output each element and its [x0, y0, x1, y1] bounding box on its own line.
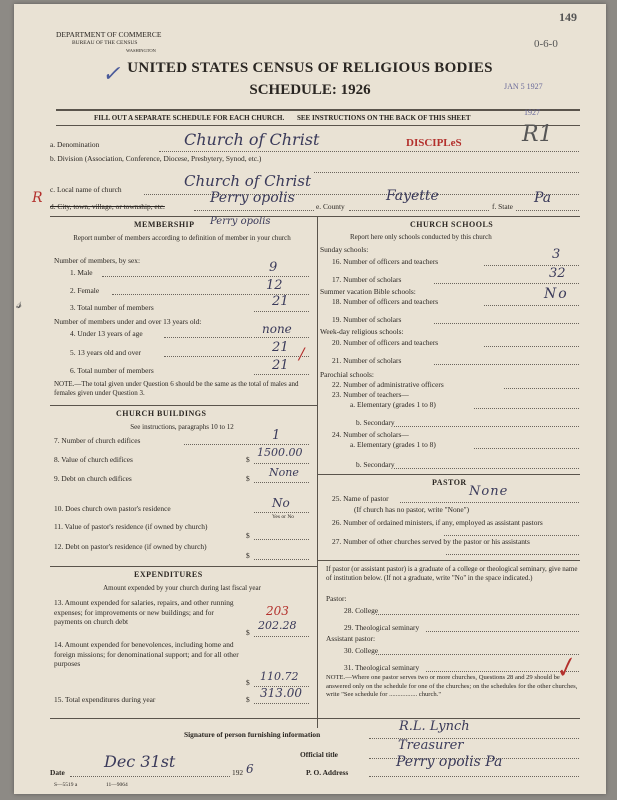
row16-value: 3	[552, 247, 561, 262]
pastor-row-30: 30. College	[344, 646, 379, 655]
row14-value: 110.72	[260, 670, 299, 683]
schools-row-23: 23. Number of teachers—	[332, 390, 409, 399]
membership-note: NOTE.—The total given under Question 6 should be the same as the total of males and females given under Question 3.	[54, 380, 299, 397]
county-value: Fayette	[386, 188, 439, 204]
buildings-row-8: 8. Value of church edifices	[54, 455, 133, 464]
buildings-title: CHURCH BUILDINGS	[116, 409, 207, 418]
expenditures-title: EXPENDITURES	[134, 570, 203, 579]
owns-residence-value: No	[272, 496, 290, 510]
membership-row-total: 3. Total number of members	[70, 303, 154, 312]
county-label: e. County	[316, 202, 345, 211]
buildings-row-9: 9. Debt on church edifices	[54, 474, 132, 483]
form-title: UNITED STATES CENSUS OF RELIGIOUS BODIES	[127, 60, 493, 76]
membership-by-sex: Number of members, by sex:	[54, 256, 140, 265]
form-code-1: S—5519 a	[54, 782, 78, 788]
schools-weekday: Week-day religious schools:	[320, 327, 404, 336]
schools-row-23a: a. Elementary (grades 1 to 8)	[350, 400, 436, 409]
census-form-sheet: 149 0-6-0 DEPARTMENT OF COMMERCE BUREAU OF THE CENSUS WASHINGTON UNITED STATES CENSUS OF RELIGIOUS BODIES SCHEDULE: 1926 JAN 5 1927 ✓ FILL OUT A SEPARATE SCHEDULE FOR EACH CHURCH. SEE INSTRUCTIONS ON THE BACK OF THIS SHEET 1927 a. Denomination Church of Christ DISCIPLeS R1 b. Division (Association, Conference, Diocese, Presbytery, Synod, etc.) c. Local name of church Church of Christ R d. City, town, village, or township, etc. Perry opolis e. County Fayette f. State Pa MEMBERSHIP Perry opolis Report number of members according to definition of member in your church Number of members, by sex: 𝓈 1. Male 9 2. Female 12 3. Total number of members 21 Number of members under and over 13 years old: 4. Under 13 years of age none 5. 13 years old and over 21 6. Total number of members 21 / NOTE.—The total given under Question 6 should be the same as the total of males and females given under Question 3. CHURCH BUILDINGS See instructions, paragraphs 10 to 12 7. Number of church edifices 1 8. Value of church edifices $ 1500.00 9. Debt on church edifices $ None 10. Does church own pastor's residence No Yes or No 11. Value of pastor's residence (if owned by church) $ 12. Debt on pastor's residence (if owned by church) $ EXPENDITURES Amount expended by your church during last fiscal year 13. Amount expended for salaries, repairs, and other running expenses; for improvements or new buildings; and for payments on church debt 203 $ 202.28 14. Amount expended for benevolences, including home and foreign missions; for denominational support; and for all other purposes $ 110.72 15. Total expenditures during year $ 313.00 CHURCH SCHOOLS Report here only schools conducted by this church Sunday schools: 16. Number of officers and teachers 3 17. Number of scholars 32 Summer vacation Bible schools: 18. Number of officers and teachers No 19. Number of scholars Week-day religious schools: 20. Number of officers and teachers 21. Number of scholars Parochial schools: 22. Number of administrative officers 23. Number of teachers— a. Elementary (grades 1 to 8) b. Secondary 24. Number of scholars— a. Elementary (grades 1 to 8) b. Secondary PASTOR 25. Name of pastor None (If church has no pastor, write "None") 26. Number of ordained ministers, if any, employed as assistant pastors 27. Number of other churches served by the pastor or his assistants If pastor (or assistant pastor) is a graduate of a college or theological seminary, give name of institution below. (If not a graduate, write "No" in the space indicated.) Pastor: 28. College 29. Theological seminary Assistant pastor: 30. College 31. Theological seminary NOTE.—Where one pastor serves two or more churches, Questions 28 and 29 should be answered only on the schedule for one of the churches; on the schedules for the other churches, write "See schedule for ................. church." ✓ Signature of person furnishing information R.L. Lynch Official title Treasurer Date Dec 31st 192 6 P. O. Address Perry opolis Pa S—5519 a 11—9064	[14, 4, 606, 794]
13over-value: 21	[272, 340, 289, 355]
state-value: Pa	[534, 190, 552, 206]
denomination-stamp: DISCIPLeS	[406, 137, 462, 149]
buildings-row-10: 10. Does church own pastor's residence	[54, 504, 171, 513]
state-label: f. State	[492, 202, 513, 211]
pastor-row-25-note: (If church has no pastor, write "None")	[354, 505, 470, 514]
pastor-row-31: 31. Theological seminary	[344, 663, 420, 672]
row15-value: 313.00	[260, 686, 302, 700]
buildings-row-7: 7. Number of church edifices	[54, 436, 141, 445]
buildings-row-11: 11. Value of pastor's residence (if owned by church)	[54, 522, 208, 531]
edifices-value: 1	[272, 428, 281, 443]
form-code: 0-6-0	[534, 38, 558, 50]
tick-mark: /	[299, 344, 305, 363]
bureau-label: BUREAU OF THE CENSUS	[72, 40, 138, 46]
schools-row-21: 21. Number of scholars	[332, 356, 402, 365]
schools-subtitle: Report here only schools conducted by this church	[350, 233, 492, 241]
membership-row-under13: 4. Under 13 years of age	[70, 329, 143, 338]
debt-value: None	[269, 466, 299, 479]
pastor-label: Pastor:	[326, 594, 347, 603]
edifice-value: 1500.00	[257, 446, 303, 459]
division-label: b. Division (Association, Conference, Diocese, Presbytery, Synod, etc.)	[50, 154, 262, 163]
received-date-stamp: JAN 5 1927	[504, 82, 543, 91]
pastor-name-value: None	[469, 484, 509, 499]
pastor-row-25: 25. Name of pastor	[332, 494, 389, 503]
membership-row-total2: 6. Total number of members	[70, 366, 154, 375]
city-value: Perry opolis	[210, 190, 295, 206]
expenditures-subtitle: Amount expended by your church during last fiscal year	[103, 584, 261, 592]
city-label: d. City, town, village, or township, etc.	[50, 202, 165, 211]
schools-row-19: 19. Number of scholars	[332, 315, 402, 324]
assistant-pastor-label: Assistant pastor:	[326, 634, 376, 643]
male-value: 9	[269, 260, 278, 275]
yes-no-hint: Yes or No	[272, 514, 295, 520]
expenditures-row-15: 15. Total expenditures during year	[54, 695, 156, 704]
membership-row-female: 2. Female	[70, 286, 100, 295]
schedule-title: SCHEDULE: 1926	[249, 82, 371, 98]
pastor-graduate-note: If pastor (or assistant pastor) is a graduate of a college or theological seminary, give name of institution below. (If not a graduate, write "No" in the space indicated.)	[326, 565, 578, 582]
expenditures-row-13: 13. Amount expended for salaries, repairs, and other running expenses; for improvements or new buildings; and for payments on church debt	[54, 598, 234, 626]
under13-value: none	[262, 322, 292, 336]
margin-mark: 𝓈	[16, 294, 22, 312]
schools-title: CHURCH SCHOOLS	[410, 220, 494, 229]
schools-row-22: 22. Number of administrative officers	[332, 380, 444, 389]
local-name-value: Church of Christ	[184, 172, 311, 190]
signature-label: Signature of person furnishing information	[184, 730, 321, 739]
membership-row-13over: 5. 13 years old and over	[70, 348, 142, 357]
schools-sunday: Sunday schools:	[320, 245, 369, 254]
schools-row-23b: b. Secondary	[356, 418, 395, 427]
denomination-value: Church of Christ	[184, 130, 320, 149]
schools-row-24a: a. Elementary (grades 1 to 8)	[350, 440, 436, 449]
membership-intro: Report number of members according to definition of member in your church	[73, 234, 291, 242]
schools-summer: Summer vacation Bible schools:	[320, 287, 416, 296]
schools-row-18: 18. Number of officers and teachers	[332, 297, 439, 306]
schools-row-24: 24. Number of scholars—	[332, 430, 409, 439]
address-value: Perry opolis Pa	[396, 754, 503, 770]
row17-value: 32	[549, 266, 566, 281]
membership-title: MEMBERSHIP	[134, 220, 195, 229]
denomination-label: a. Denomination	[50, 140, 100, 149]
row18-value: No	[544, 286, 569, 302]
schools-row-16: 16. Number of officers and teachers	[332, 257, 439, 266]
pastor-row-27: 27. Number of other churches served by the pastor or his assistants	[332, 537, 530, 546]
official-title-value: Treasurer	[398, 738, 464, 753]
buildings-subtitle: See instructions, paragraphs 10 to 12	[130, 423, 234, 431]
schools-parochial: Parochial schools:	[320, 370, 374, 379]
schools-row-17: 17. Number of scholars	[332, 275, 402, 284]
pastor-note: NOTE.—Where one pastor serves two or more churches, Questions 28 and 29 should be answered only on the schedule for one of the churches; on the schedules for the other churches, write "See schedule for ................. church."	[326, 674, 578, 698]
pastor-row-28: 28. College	[344, 606, 379, 615]
membership-age-intro: Number of members under and over 13 years old:	[54, 317, 202, 326]
instruction-left: FILL OUT A SEPARATE SCHEDULE FOR EACH CHURCH.	[94, 114, 285, 122]
membership-title-note: Perry opolis	[210, 216, 271, 227]
total-value: 21	[272, 294, 289, 309]
city-label: WASHINGTON	[126, 48, 156, 53]
signature-value: R.L. Lynch	[399, 719, 470, 734]
year-print: 192	[232, 768, 244, 777]
check-mark-red: ✓	[549, 651, 581, 687]
denomination-code: R1	[522, 122, 553, 147]
date-value: Dec 31st	[104, 752, 176, 771]
margin-mark-r: R	[32, 190, 43, 206]
expenditures-row-14: 14. Amount expended for benevolences, including home and foreign missions; for denominational support; and for all other purposes	[54, 640, 239, 668]
form-code-2: 11—9064	[106, 782, 128, 788]
female-value: 12	[266, 278, 283, 293]
local-name-label: c. Local name of church	[50, 185, 122, 194]
row13-note: 203	[266, 604, 289, 618]
buildings-row-12: 12. Debt on pastor's residence (if owned by church)	[54, 542, 207, 551]
pastor-row-26: 26. Number of ordained ministers, if any, employed as assistant pastors	[332, 518, 543, 527]
membership-row-male: 1. Male	[70, 268, 93, 277]
year-hand: 6	[246, 762, 254, 776]
instruction-right: SEE INSTRUCTIONS ON THE BACK OF THIS SHEET	[297, 114, 471, 122]
check-mark: ✓	[102, 62, 121, 87]
pastor-title: PASTOR	[432, 478, 467, 487]
total2-value: 21	[272, 358, 289, 373]
pastor-row-29: 29. Theological seminary	[344, 623, 420, 632]
year-stamp: 1927	[524, 108, 540, 117]
address-label: P. O. Address	[306, 768, 349, 777]
schools-row-20: 20. Number of officers and teachers	[332, 338, 439, 347]
official-title-label: Official title	[300, 750, 338, 759]
dept-label: DEPARTMENT OF COMMERCE	[56, 30, 162, 39]
row13-value: 202.28	[258, 619, 297, 632]
date-label: Date	[50, 768, 65, 777]
stamp-number: 149	[559, 10, 577, 24]
schools-row-24b: b. Secondary	[356, 460, 395, 469]
